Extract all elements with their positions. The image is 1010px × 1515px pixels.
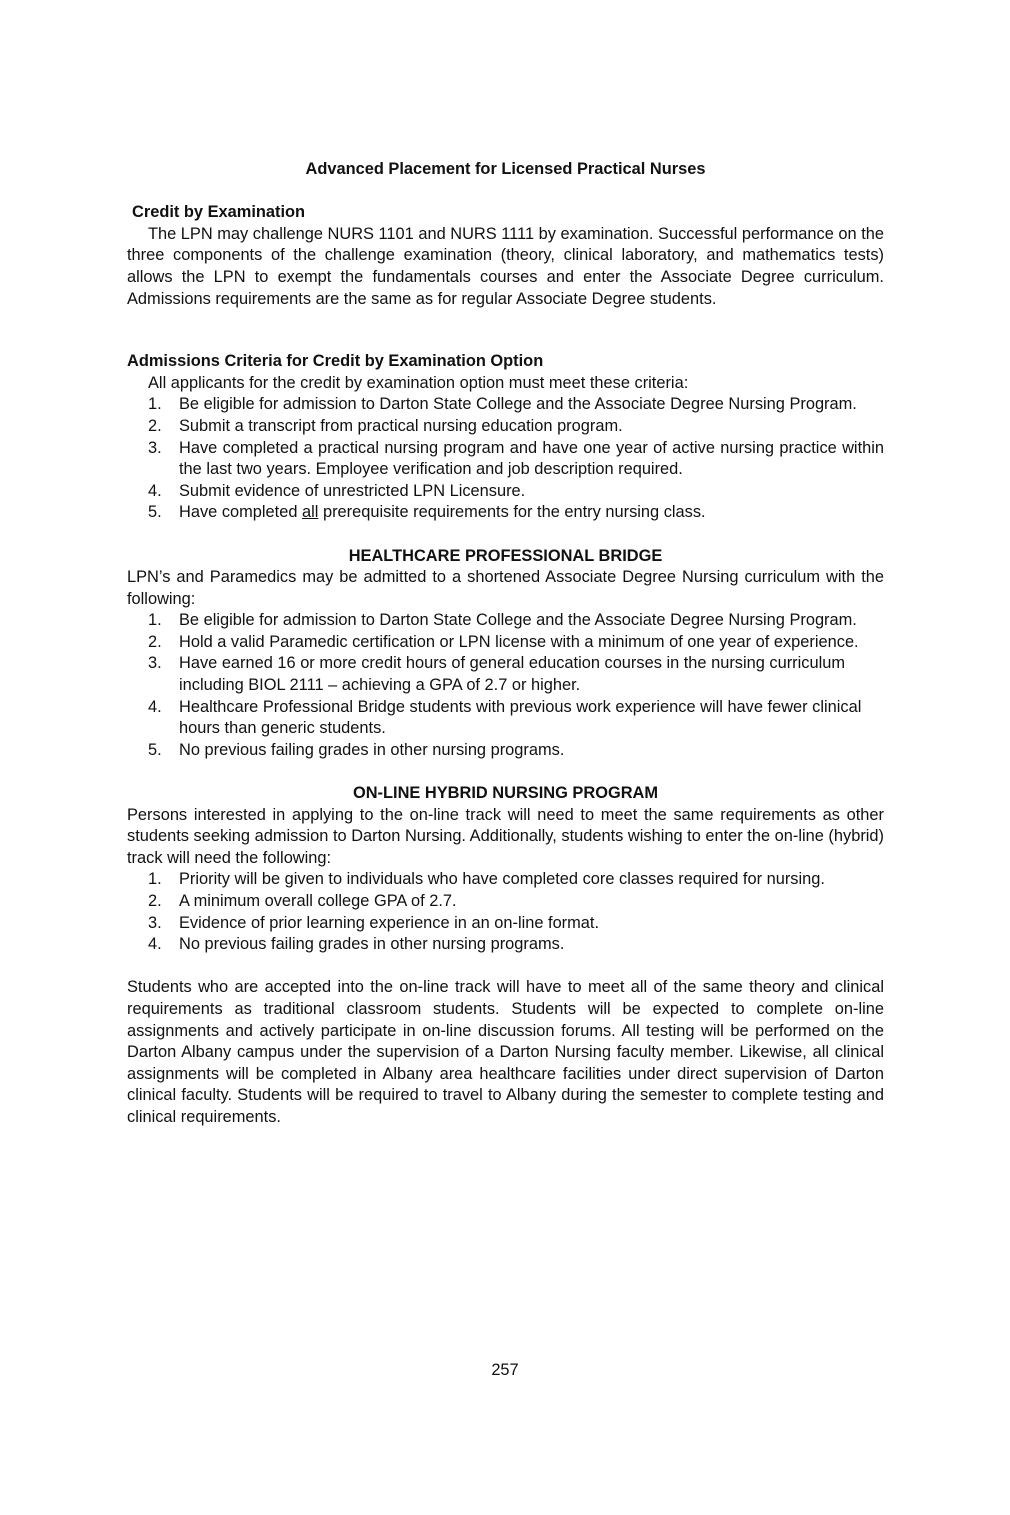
list-number: 5. [148,740,162,759]
list-text: Be eligible for admission to Darton State College and the Associate Degree Nursing Program. [179,611,857,630]
list-number: 1. [148,870,162,889]
spacer [127,761,884,783]
credit-exam-paragraph: The LPN may challenge NURS 1101 and NURS 1111 by examination. Successful performance on the three components of the challenge examination (theory, clinical laboratory, and mathematics tests) allows the LPN to exempt the fundamentals courses and enter the Associate Degree curriculum. Admissions requirements are the same as for regular Associate Degree students. [127,224,884,308]
list-number: 1. [148,611,162,630]
list-text: Have earned 16 or more credit hours of general education courses in the nursing curriculum including BIOL 2111 – achieving a GPA of 2.7 or higher. [179,654,845,695]
list-number: 3. [148,438,162,457]
list-item [127,913,884,935]
list-item [127,610,884,632]
list-text: Priority will be given to individuals who have completed core classes required for nursing. [179,870,825,889]
list-item [127,394,884,416]
list-text: Evidence of prior learning experience in an on-line format. [179,913,600,932]
list-text: Have completed a practical nursing program and have one year of active nursing practice within the last two years. Employee verification and job description required. [179,438,884,479]
spacer [127,181,884,203]
list-text: Be eligible for admission to Darton State College and the Associate Degree Nursing Program. [179,395,857,414]
list-text: Hold a valid Paramedic certification or LPN license with a minimum of one year of experience. [179,632,859,651]
list-text: Healthcare Professional Bridge students with previous work experience will have fewer clinical hours than generic students. [179,697,862,738]
hybrid-intro: Persons interested in applying to the on-line track will need to meet the same requirements as other students seeking admission to Darton Nursing. Additionally, students wishing to enter the on-line (hybrid) track will need the following: [127,805,884,867]
list-item [127,869,884,891]
list-item [127,740,884,762]
list-number: 4. [148,481,162,500]
list-number: 5. [148,503,162,522]
list-item [127,481,884,503]
spacer [127,524,884,546]
list-number: 4. [148,935,162,954]
list-text: Submit evidence of unrestricted LPN Licensure. [179,481,526,500]
spacer [127,310,884,351]
spacer [127,956,884,978]
list-item [127,416,884,438]
admissions-criteria-heading: Admissions Criteria for Credit by Examination Option [127,352,544,371]
admissions-criteria-intro: All applicants for the credit by examination option must meet these criteria: [148,373,689,392]
bridge-list [127,610,884,761]
list-item [127,632,884,654]
list-item [127,934,884,956]
bridge-intro: LPN’s and Paramedics may be admitted to a shortened Associate Degree Nursing curriculum with the following: [127,568,884,608]
credit-exam-heading: Credit by Examination [132,203,306,222]
list-number: 4. [148,697,162,716]
list-item [127,697,884,740]
bridge-heading: HEALTHCARE PROFESSIONAL BRIDGE [348,546,663,565]
admissions-criteria-list [127,394,884,524]
list-item [127,502,884,524]
page-title: Advanced Placement for Licensed Practical Nurses [305,160,706,178]
list-text: No previous failing grades in other nursing programs. [179,740,565,759]
list-number: 2. [148,892,162,910]
list-text: A minimum overall college GPA of 2.7. [179,892,457,910]
page-number: 257 [491,1361,519,1379]
list-number: 3. [148,654,162,673]
hybrid-list [127,869,884,955]
document-page [127,159,884,1129]
list-number: 2. [148,416,162,435]
underlined-word: all [302,503,319,522]
list-text-before: Have completed [179,503,302,522]
list-item [127,891,884,913]
list-number: 1. [148,395,162,414]
list-number: 3. [148,913,162,932]
hybrid-closing-paragraph: Students who are accepted into the on-line track will have to meet all of the same theory and clinical requirements as traditional classroom students. Students will be expected to complete on-line assignments and actively participate in on-line discussion forums. All testing will be performed on the Darton Albany campus under the supervision of a Darton Nursing faculty member. Likewise, all clinical assignments will be completed in Albany area healthcare facilities under direct supervision of Darton clinical faculty. Students will be required to travel to Albany during the semester to complete testing and clinical requirements. [127,978,884,1126]
hybrid-heading: ON-LINE HYBRID NURSING PROGRAM [352,784,659,803]
list-number: 2. [148,632,162,651]
list-text: Submit a transcript from practical nursing education program. [179,416,623,435]
list-item [127,653,884,696]
list-text-after: prerequisite requirements for the entry nursing class. [318,503,706,522]
list-item [127,438,884,481]
list-text: No previous failing grades in other nursing programs. [179,935,565,954]
